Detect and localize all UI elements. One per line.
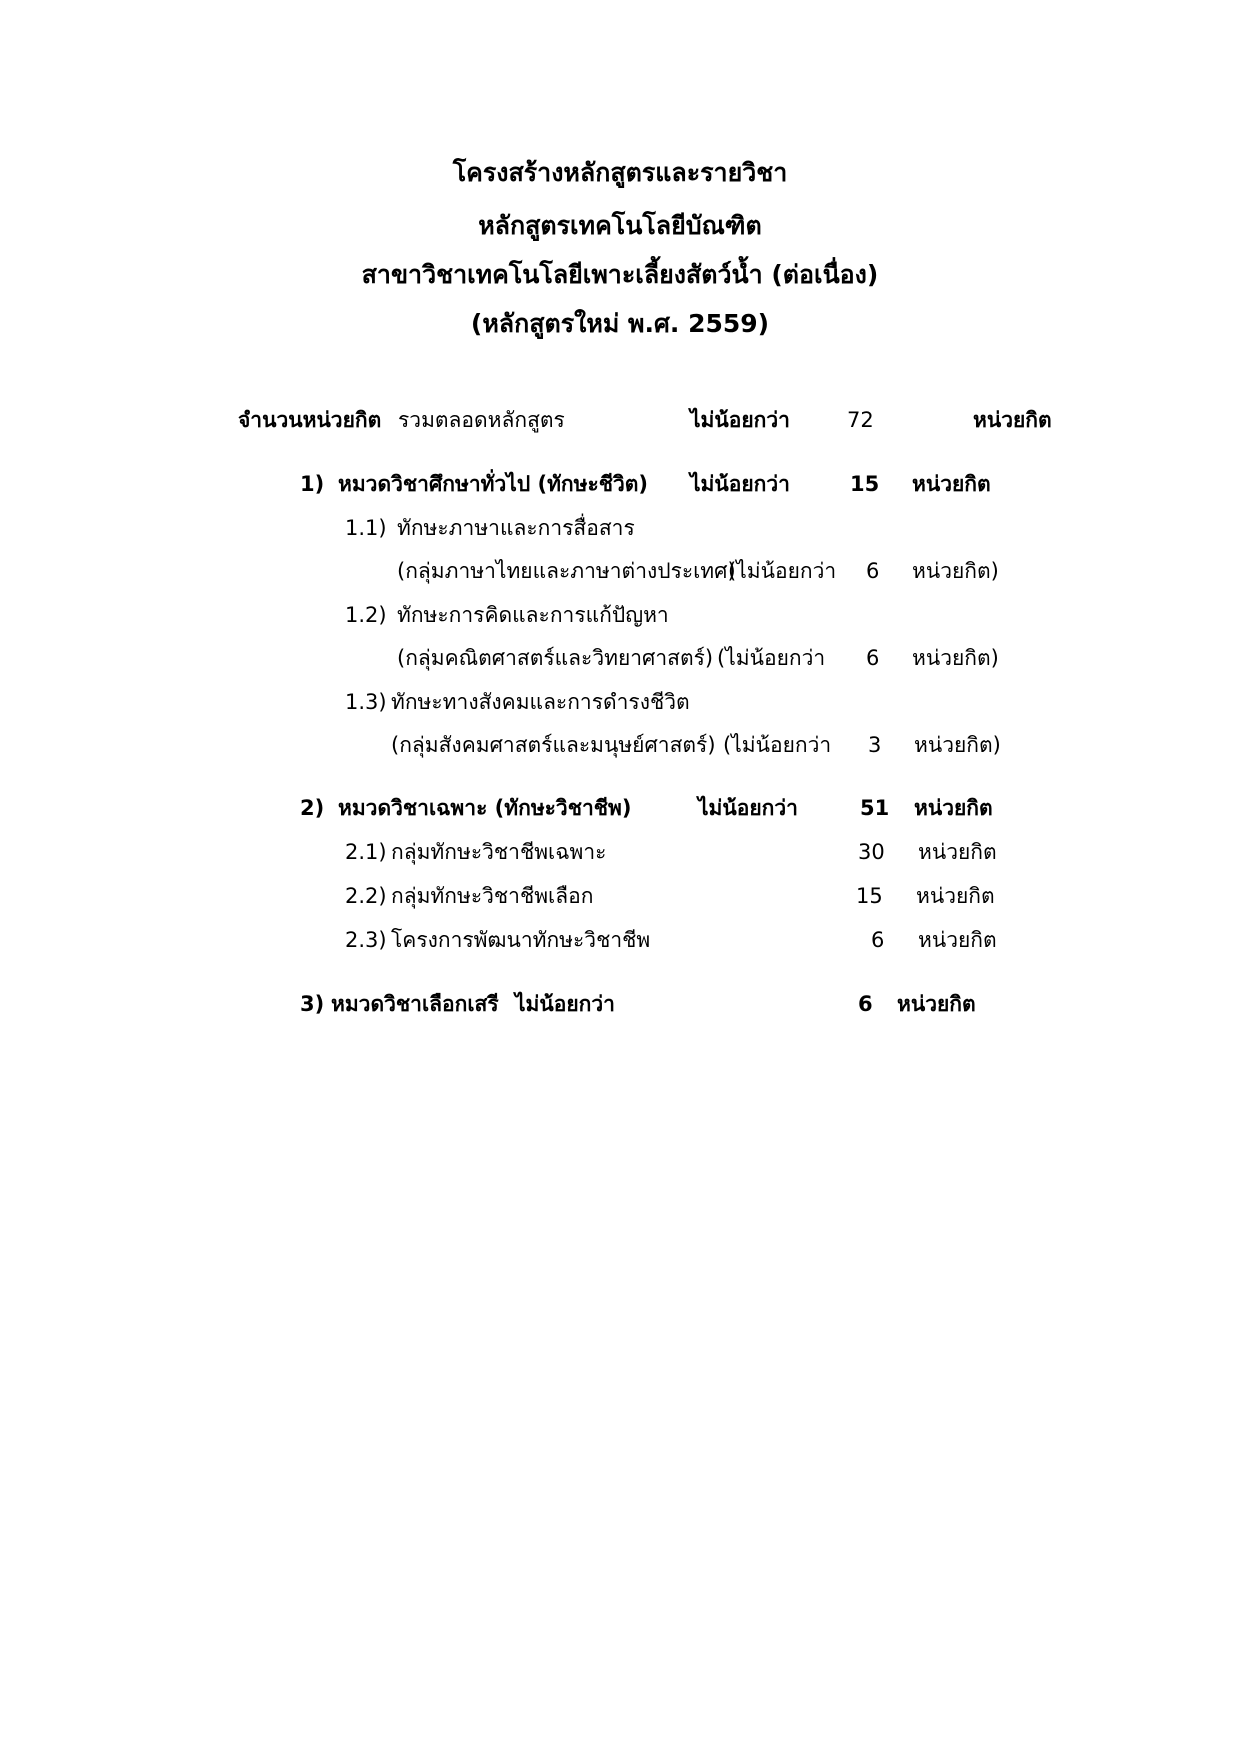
section-credits: 6 [858, 992, 873, 1016]
section-credits: 15 [850, 472, 880, 496]
subsection-unit: หน่วยกิต) [912, 559, 999, 583]
section-number: 1) [300, 472, 325, 496]
subsection-unit: หน่วยกิต [916, 884, 995, 908]
section-name: หมวดวิชาศึกษาทั่วไป (ทักษะชีวิต) [338, 472, 649, 496]
subsection-name: กลุ่มทักษะวิชาชีพเลือก [391, 884, 594, 908]
subsection-number: 1.3) [345, 690, 387, 714]
subsection-qualifier: (ไม่น้อยกว่า [723, 733, 832, 757]
subsection-unit: หน่วยกิต) [912, 646, 999, 670]
subsection-name: ทักษะทางสังคมและการดำรงชีวิต [391, 690, 690, 714]
subsection-group: (กลุ่มภาษาไทยและภาษาต่างประเทศ) [397, 559, 736, 583]
program-name: หลักสูตรเทคโนโลยีบัณฑิต [478, 211, 762, 240]
section-qualifier: ไม่น้อยกว่า [515, 992, 615, 1016]
section-unit: หน่วยกิต [914, 796, 993, 820]
subsection-number: 1.2) [345, 603, 387, 627]
section-unit: หน่วยกิต [912, 472, 991, 496]
subsection-credits: 6 [866, 559, 880, 583]
section-unit: หน่วยกิต [897, 992, 976, 1016]
total-unit: หน่วยกิต [973, 408, 1052, 432]
section-number: 3) [300, 992, 325, 1016]
subsection-name: โครงการพัฒนาทักษะวิชาชีพ [391, 928, 651, 952]
subsection-number: 2.3) [345, 928, 387, 952]
subsection-name: ทักษะการคิดและการแก้ปัญหา [397, 603, 669, 627]
subsection-name: ทักษะภาษาและการสื่อสาร [397, 516, 635, 540]
subsection-credits: 6 [871, 928, 885, 952]
section-number: 2) [300, 796, 325, 820]
subsection-unit: หน่วยกิต [918, 840, 997, 864]
subsection-credits: 6 [866, 646, 880, 670]
subsection-group: (กลุ่มสังคมศาสตร์และมนุษย์ศาสตร์) [391, 733, 716, 757]
subsection-number: 2.2) [345, 884, 387, 908]
section-name: หมวดวิชาเลือกเสรี [331, 992, 499, 1016]
subsection-group: (กลุ่มคณิตศาสตร์และวิทยาศาสตร์) [397, 646, 714, 670]
subsection-qualifier: (ไม่น้อยกว่า [728, 559, 837, 583]
curriculum-year: (หลักสูตรใหม่ พ.ศ. 2559) [470, 309, 770, 338]
subsection-qualifier: (ไม่น้อยกว่า [717, 646, 826, 670]
section-qualifier: ไม่น้อยกว่า [698, 796, 798, 820]
subsection-credits: 30 [858, 840, 885, 864]
subsection-credits: 15 [856, 884, 883, 908]
section-credits: 51 [860, 796, 890, 820]
subsection-credits: 3 [868, 733, 882, 757]
subsection-number: 2.1) [345, 840, 387, 864]
section-name: หมวดวิชาเฉพาะ (ทักษะวิชาชีพ) [338, 796, 632, 820]
doc-title: โครงสร้างหลักสูตรและรายวิชา [452, 158, 788, 187]
section-qualifier: ไม่น้อยกว่า [690, 472, 790, 496]
total-qualifier: ไม่น้อยกว่า [690, 408, 790, 432]
total-label: จำนวนหน่วยกิต [238, 408, 382, 432]
subsection-name: กลุ่มทักษะวิชาชีพเฉพาะ [391, 840, 607, 864]
subsection-number: 1.1) [345, 516, 387, 540]
major-name: สาขาวิชาเทคโนโลยีเพาะเลี้ยงสัตว์น้ำ (ต่อเนื่อง) [361, 260, 879, 289]
subsection-unit: หน่วยกิต) [914, 733, 1001, 757]
total-value: 72 [847, 408, 874, 432]
subsection-unit: หน่วยกิต [918, 928, 997, 952]
total-desc: รวมตลอดหลักสูตร [398, 408, 565, 432]
